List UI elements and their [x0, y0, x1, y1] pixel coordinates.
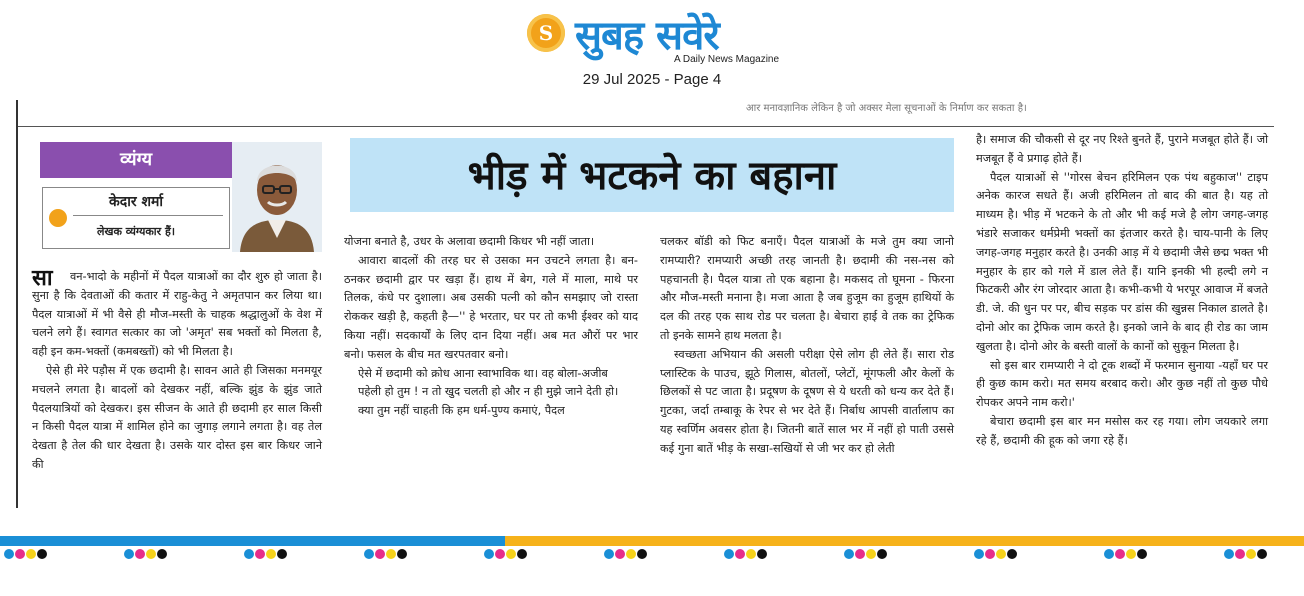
col2-para-3: ऐसे में छदामी को क्रोध आना स्वाभाविक था। वह बोला-अजीब [358, 366, 608, 380]
col2-para-5: क्या तुम नहीं चाहती कि हम धर्म-पुण्य कमाएं, पैदल [358, 404, 565, 418]
registration-dots [0, 544, 1304, 558]
masthead [0, 0, 1304, 100]
dot-group [4, 544, 48, 556]
col2-para-4: पहेली हो तुम ! न तो खुद चलती हो और न ही मुझे जाने देती हो। [358, 385, 619, 399]
dot-group [974, 544, 1018, 556]
column-2 [344, 233, 638, 421]
article-title-box [350, 138, 954, 212]
dot-group [1104, 544, 1148, 556]
top-rule [16, 126, 1274, 127]
column-4 [976, 131, 1268, 451]
dot-group [844, 544, 888, 556]
col3-para-2: स्वच्छता अभियान की असली परीक्षा ऐसे लोग ही लेते हैं। सारा रोड प्लास्टिक के पाउच, झूठे गिलास, बोतलों, प्लेटों, मूंगफली और केलों के छिलकों से पट जाता है। प्रदूषण के दूषण से ये धरती को धन्य कर देते हैं। गुटका, जर्दा तम्बाकू के रेपर से भर देते हैं। निर्बाध आपसी वार्तालाप का यह स्वर्णिम अवसर होता है। जितनी बातें साल भर में नहीं हो पाती उससे कई गुना बातें भीड़ के सखा-सखियों से जी भर कर हो लेती [660, 347, 954, 455]
logo-text: सुबह सवेरे [575, 13, 719, 59]
author-role: लेखक व्यंग्यकार हैं। [97, 225, 175, 238]
coin-logo-icon [527, 14, 565, 52]
top-cut-strip [16, 100, 1276, 118]
author-name: केदार शर्मा [109, 194, 163, 210]
col4-para-3: सो इस बार रामप्यारी ने दो टूक शब्दों में फरमान सुनाया -यहाँ घर पर ही कुछ काम करो। मत समय बरबाद करो। और कुछ नहीं तो कुछ पौधे रोपकर अपने नाम करो।' [976, 358, 1268, 410]
col4-para-1: है। समाज की चौकसी से दूर नए रिश्ते बुनते हैं, पुराने मजबूत होते हैं। जो मजबूत हैं वे प्रगाढ़ होते हैं। [976, 133, 1268, 165]
dot-group [1224, 544, 1268, 556]
article-title: भीड़ में भटकने का बहाना [467, 153, 837, 199]
dot-group [244, 544, 288, 556]
col2-para-1: योजना बनाते है, उधर के अलावा छदामी किधर भी नहीं जाता। [344, 235, 595, 248]
dot-group [364, 544, 408, 556]
dot-group [124, 544, 168, 556]
col1-para-1: वन-भादो के महीनों में पैदल यात्राओं का दौर शुरु हो जाता है। सुना है कि देवताओं की कतार में राहु-केतु ने अमृतपान कर लिया था। पैदल यात्राओं में भी वैसे ही मौज-मस्ती के चाहक श्रद्धालुओं के वेश में चलने लगे हैं। स्वागत सत्कार का जो 'अमृत' सब भक्तों को मिलता है, वही इन कम-भक्तों (कमबख्तों) को भी मिलता है। [32, 270, 322, 359]
author-photo [232, 142, 322, 252]
col4-para-4: बेचारा छदामी इस बार मन मसोस कर रह गया। लोग जयकारे लगा रहे हैं, छदामी की हूक को जगा रहे हैं। [976, 414, 1268, 447]
dot-group [484, 544, 528, 556]
col2-para-2: आवारा बादलों की तरह घर से उसका मन उचटने लगता है। बन-ठनकर छदामी द्वार पर खड़ा हैं। हाथ में बेग, गले में माला, माथे पर तिलक, कंधे पर दुशाला। अब उसकी पत्नी को कौन समझाए जो रास्ता रोककर खड़ी है, कहती है—'' हे भरतार, घर पर तो कभी ईश्वर को याद किया नहीं। सदकार्यों के लिए दान दिया नहीं। अब मत औरों पर भार बनो। फसल के बीच मत खरपतवार बनो। [344, 253, 638, 361]
logo-symbol: S [538, 21, 554, 45]
dot-group [724, 544, 768, 556]
date-page-line: 29 Jul 2025 - Page 4 [582, 71, 722, 88]
drop-cap: सा [32, 266, 53, 291]
column-1 [32, 268, 322, 475]
left-rule [16, 100, 18, 508]
column-3 [660, 233, 954, 459]
col1-para-2: ऐसे ही मेरे पड़ौस में एक छदामी है। सावन आते ही जिसका मनमयूर मचलने लगता है। बादलों को देखकर नहीं, बल्कि झुंड के झुंड जाते पैदलयात्रियों को देखकर। इस सीजन के आते ही छदामी हर साल किसी न किसी पैदल यात्रा में शामिल होने का जुगाड़ लगाने लगता है। वह तेल देखता है तेल की धार देखता है। उसके यार दोस्त इस बार किधर जाने की [32, 363, 322, 471]
dot-group [604, 544, 648, 556]
tagline: A Daily News Magazine [674, 54, 780, 65]
author-rule [73, 215, 223, 216]
section-label: व्यंग्य [40, 142, 232, 178]
author-box [42, 187, 230, 249]
col3-para-1: चलकर बॉडी को फिट बनाएँ। पैदल यात्राओं के मजे तुम क्या जानो रामप्यारी? रामप्यारी अच्छी तरह जानती है। छदामी की नस-नस को पहचानती है। पैदल यात्रा तो एक बहाना है। मकसद तो घूमना - फिरना और मौज-मस्ती मनाना है। मजा आता है जब हुजूम का हुजूम हाथियों के दल की तरह एक साथ रोड पर चलता है। बेचारा हाई वे तक का ट्रेफिक तो इनके सामने हाथ मलता है। [660, 235, 954, 342]
col4-para-2: पैदल यात्राओं से ''गोरस बेचन हरिमिलन एक पंथ बहुकाज'' टाइप अनेक कारज सधते हैं। अजी हरिमिलन तो बाद की बात है। यह तो माध्यम है। भीड़ में भटकने के तो और भी कई मजे है लोग जगह-जगह भंडारे सजाकर धर्मप्रेमी भक्तों का इंतजार करते है। चाय-पानी के लिए जगह-जगह मनुहार करते है। उनकी आड़ में ये छदामी जैसे छद्म भक्त भी मनुहार के हार को गले में डाल लेते हैं। यानि इनकी भी हल्दी लगे न फिटकरी और रंग जोरदार आता है। कभी-कभी ये भरपूर आवाज में बजते डी. जे. की धुन पर पर, बीच सड़क पर डांस की खुन्नस निकाल डालते है। दोनो ओर का ट्रेफिक जाम करते है। इनको जाने के बाद ही रोड का जाम खुलता है। दोनो ओर के बस्ती वालों के कानों को सुकून मिलता है। [976, 170, 1268, 353]
top-strip-text: आर मनावज्ञानिक लेकिन है जो अक्सर मेला सूचनाओं के निर्माण कर सकता है। [746, 103, 1027, 114]
